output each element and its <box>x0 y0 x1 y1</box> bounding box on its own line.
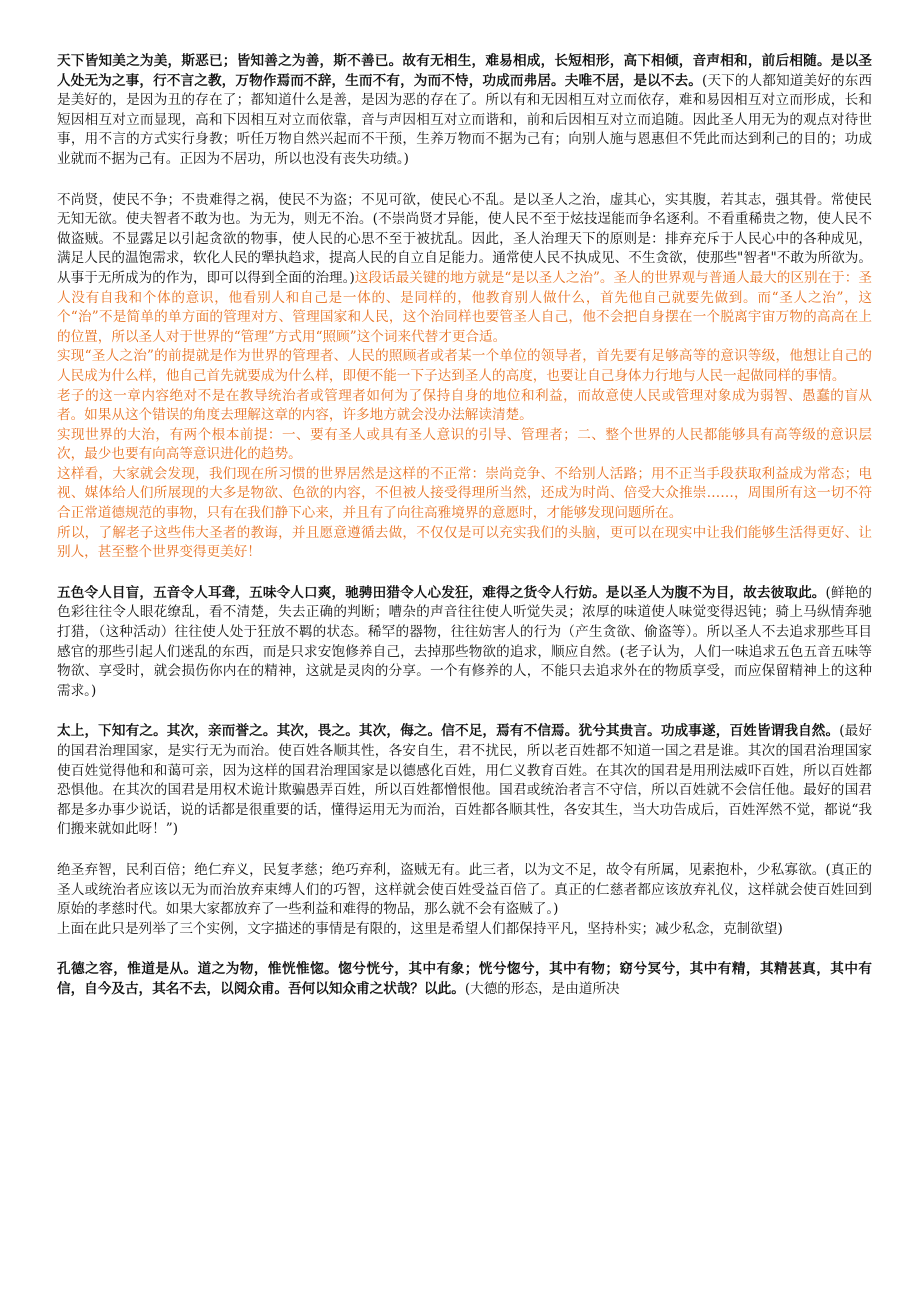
chapter-12-explanation: (鲜艳的色彩往往令人眼花缭乱，看不清楚，失去正确的判断；嘈杂的声音往往使人听觉失灵；浓厚的味道使人味觉变得迟钝；骑上马纵情奔驰打猎，（这种活动）往往使人处于狂放不羁的状态。稀罕的器物，往往妨害人的行为（产生贪欲、偷盗等）。所以圣人不去追求那些耳目感官的那些引起人们迷乱的东西，而是只求安饱修养自己，去掉那些物欲的追求，顺应自然。(老子认为，人们一味追求五色五音五味等物欲、享受时，就会损伤你内在的精神，这就是灵肉的分享。一个有修养的人，不能只去追求外在的物质享受，而应保留精神上的这种需求。) <box>57 584 872 699</box>
chapter-2-explanation: (天下的人都知道美好的东西是美好的，是因为丑的存在了；都知道什么是善，是因为恶的存在了。所以有和无因相互对立而依存，难和易因相互对立而形成，长和短因相互对立而显现，高和下因相互对立而依靠，音与声因相互对立而谐和，前和后因相互对立而追随。因此圣人用无为的观点对待世事，用不言的方式实行身教；听任万物自然兴起而不干预，生养万物而不据为己有；向别人施与恩惠但不凭此而达到利己的目的；功成业就而不据为己有。正因为不居功，所以也没有丧失功绩。) <box>57 72 873 167</box>
chapter-19-explanation: (真正的圣人或统治者应该以无为而治放弃束缚人们的巧智，这样就会使百姓受益百倍了。真正的仁慈者都应该放弃礼仪，这样就会使百姓回到原始的孝慈时代。如果大家都放弃了一些利益和难得的物品，那么就不会有盗贼了。) <box>57 861 872 918</box>
commentary-paragraph-5: 所以，了解老子这些伟大圣者的教诲，并且愿意遵循去做，不仅仅是可以充实我们的头脑，更可以在现实中让我们能够生活得更好、让别人，甚至整个世界变得更美好！ <box>57 524 872 561</box>
commentary-paragraph-3: 实现世界的大治，有两个根本前提：一、要有圣人或具有圣人意识的引导、管理者；二、整个世界的人民都能够具有高等级的意识层次，最少也要有向高等意识进化的趋势。 <box>57 426 872 463</box>
chapter-17-quote: 太上，下知有之。其次，亲而誉之。其次，畏之。其次，侮之。信不足，焉有不信焉。犹兮其贵言。功成事遂，百姓皆谓我自然。 <box>57 723 840 740</box>
chapter-2-paragraph <box>57 52 872 170</box>
commentary-paragraph-1: 实现“圣人之治”的前提就是作为世界的管理者、人民的照顾者或者某一个单位的领导者，首先要有足够高等的意识等级，他想让自己的人民成为什么样，他自己首先就要成为什么样，即便不能一下子达到圣人的高度，也要让自己身体力行地与人民一起做同样的事情。 <box>57 348 872 384</box>
chapter-19-explanation-continued: 上面在此只是列举了三个实例，文字描述的事情是有限的，这里是希望人们都保持平凡，坚持朴实；减少私念，克制欲望) <box>57 920 783 937</box>
chapter-17-paragraph <box>57 722 872 840</box>
chapter-21-quote: 孔德之容，惟道是从。道之为物，惟恍惟惚。惚兮恍兮，其中有象；恍兮惚兮，其中有物；窈兮冥兮，其中有精，其精甚真，其中有信，自今及古，其名不去，以阅众甫。吾何以知众甫之状哉？以此。 <box>57 961 872 997</box>
chapter-21-explanation: (大德的形态，是由道所决 <box>464 980 620 997</box>
chapter-3-commentary: 这段话最关键的地方就是“是以圣人之治”。圣人的世界观与普通人最大的区别在于：圣人没有自我和个体的意识，他看别人和自己是一体的、是同样的，他教育别人做什么，首先他自己就要先做到。而“圣人之治”，这个“治”不是简单的单方面的管理对方、管理国家和人民，这个治同样也要管圣人自己，他不会把自身摆在一个脱离宇宙万物的高高在上的位置，所以圣人对于世界的“管理”方式用“照顾”这个词来代替才更合适。 <box>57 269 872 345</box>
chapter-3-explanation: (不崇尚贤才异能，使人民不至于炫技逞能而争名逐利。不看重稀贵之物，使人民不做盗贼。不显露足以引起贪欲的物事，使人民的心思不至于被扰乱。因此，圣人治理天下的原则是：排弃充斥于人民心中的各种成见，满足人民的温饱需求，软化人民的犟执趋求，提高人民的自立自足能力。通常使人民不执成见、不生贪欲，使那些"智者"不敢为所欲为。从事于无所成为的作为，即可以得到全面的治理。) <box>57 211 872 286</box>
chapter-17-explanation: (最好的国君治理国家，是实行无为而治。使百姓各顺其性，各安自生，君不扰民，所以老百姓都不知道一国之君是谁。其次的国君治理国家使百姓觉得他和和蔼可亲，因为这样的国君治理国家是以德感化百姓，用仁义教育百姓。在其次的国君是用刑法威吓百姓，所以百姓都恐惧他。在其次的国君是用权术诡计欺骗愚弄百姓，所以百姓都憎恨他。国君或统治者言不守信，所以百姓就不会信任他。最好的国君都是多办事少说话，说的话都是很重要的话，懂得运用无为而治，百姓都各顺其性，各安其生，当大功告成后，百姓浑然不觉，都说“我们搬来就如此呀！”) <box>57 723 873 838</box>
chapter-12-quote: 五色令人目盲，五音令人耳聋，五味令人口爽，驰骋田猎令人心发狂，难得之货令人行妨。是以圣人为腹不为目，故去彼取此。 <box>57 584 826 601</box>
chapter-19-block <box>57 861 872 939</box>
chapter-3-paragraph <box>57 191 872 348</box>
commentary-paragraph-4: 这样看，大家就会发现，我们现在所习惯的世界居然是这样的不正常：崇尚竞争、不给别人活路；用不正当手段获取利益成为常态；电视、媒体给人们所展现的大多是物欲、色欲的内容，不但被人接受得理所当然，还成为时尚、倍受大众推崇……，周围所有这一切不符合正常道德规范的事物，只有在我们静下心来，并且有了向往高雅境界的意愿时，才能够发现问题所在。 <box>57 465 872 522</box>
chapter-3-block <box>57 191 872 563</box>
chapter-19-quote: 绝圣弃智，民利百倍；绝仁弃义，民复孝慈；绝巧弃利，盗贼无有。此三者，以为文不足，故令有所属，见素抱朴，少私寡欲。 <box>57 861 826 878</box>
commentary-paragraph-2: 老子的这一章内容绝对不是在教导统治者或管理者如何为了保持自身的地位和利益，而故意使人民或管理对象成为弱智、愚蠢的盲从者。如果从这个错误的角度去理解这章的内容，许多地方就会没办法解读清楚。 <box>57 387 872 424</box>
chapter-19-paragraph <box>57 861 872 920</box>
chapter-12-paragraph <box>57 584 872 702</box>
chapter-21-paragraph <box>57 960 872 999</box>
chapter-3-quote: 不尚贤，使民不争；不贵难得之祸，使民不为盗；不见可欲，使民心不乱。是以圣人之治，虚其心，实其腹，若其志，强其骨。常使民无知无欲。使夫智者不敢为也。为无为，则无不治。 <box>57 191 872 228</box>
chapter-2-quote: 天下皆知美之为美，斯恶已；皆知善之为善，斯不善已。故有无相生，难易相成，长短相形，高下相倾，音声相和，前后相随。是以圣人处无为之事，行不言之教，万物作焉而不辞，生而不有，为而不恃，功成而弗居。夫唯不居，是以不去。 <box>57 53 872 89</box>
